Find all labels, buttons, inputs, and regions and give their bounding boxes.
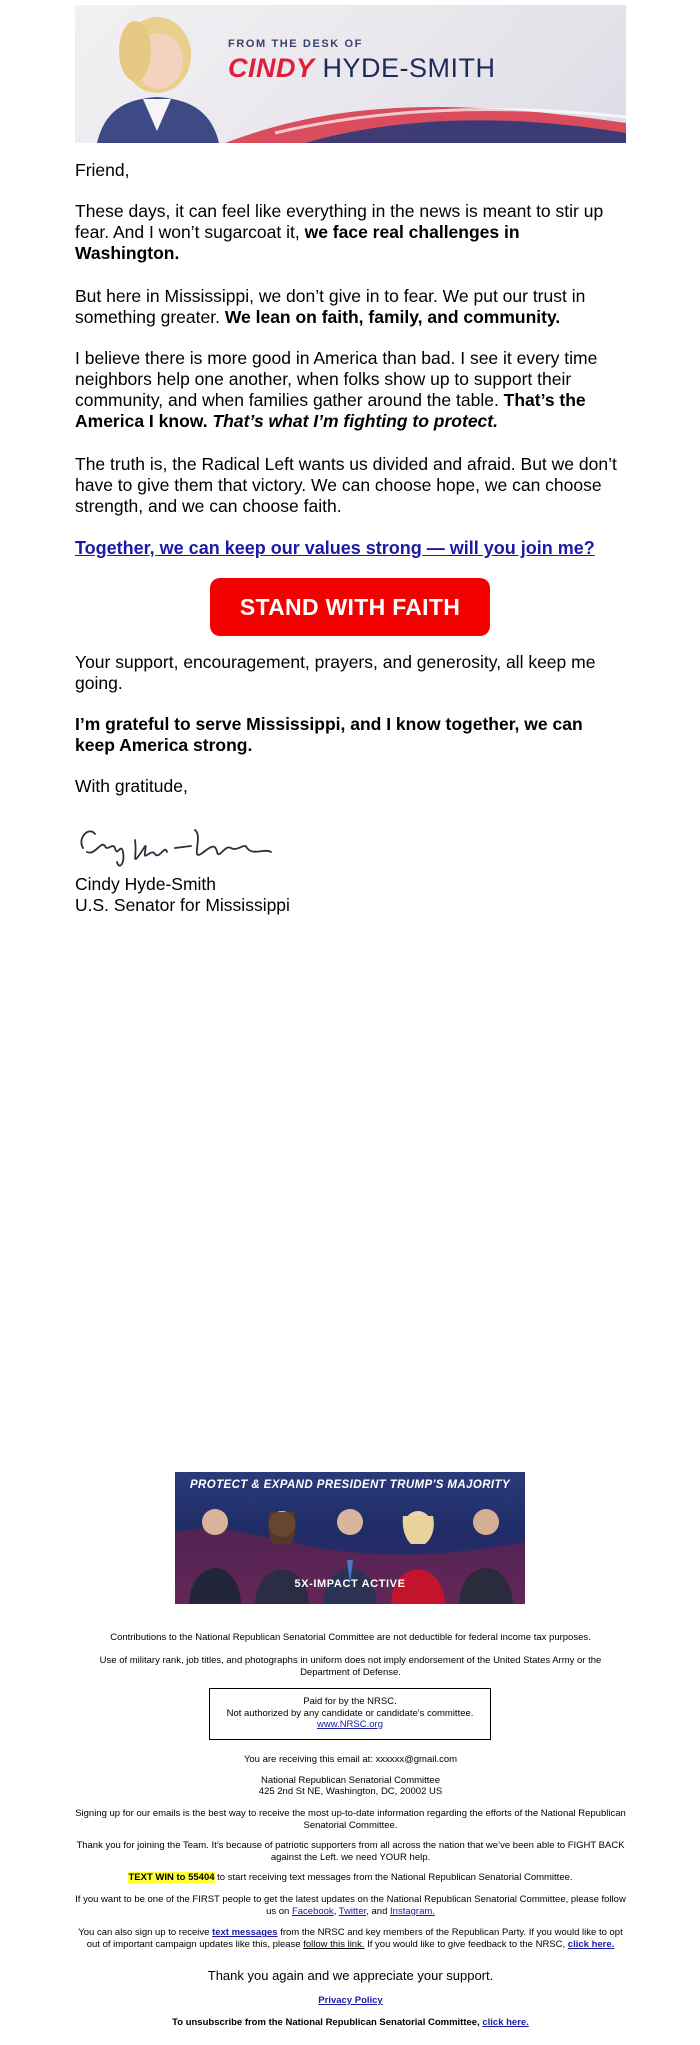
follow-us-line: If you want to be one of the FIRST people to get the latest updates on the National Republican Senatorial Committee, please follow us on Facebook, Twitter, and Instagram. [75,1894,626,1917]
sms-text-b: from the NRSC and key members of the Republican Party. If you would like to opt out of important campaign updates like this, please [86,1927,623,1950]
signer-name: Cindy Hyde-Smith [75,874,217,894]
paragraph-6 [75,714,626,756]
impact-badge: 5X-IMPACT ACTIVE [294,1578,406,1590]
greeting: Friend, [75,160,130,180]
join-me-link[interactable]: Together, we can keep our values strong — will you join me? [75,538,595,558]
paragraph-3-bold: That’s the America I know. [75,390,586,431]
sender-name-title [228,53,496,84]
text-win-highlight: TEXT WIN to 55404 [128,1872,215,1883]
facebook-link[interactable]: Facebook [291,1905,334,1917]
sms-text-c: If you would like to give feedback to the NRSC, [364,1938,568,1950]
thank-you-again: Thank you again and we appreciate your support. [207,1968,494,1983]
sms-text-a: You can also sign up to receive [78,1927,213,1938]
signup-info: Signing up for our emails is the best way to receive the most up-to-date information regarding the efforts of the National Republican Senatorial Committee. [75,1808,626,1831]
paragraph-6-bold: I’m grateful to serve Mississippi, and I know together, we can keep America strong. [75,714,583,755]
paid-for-line: Paid for by the NRSC. [303,1696,397,1707]
sender-last-name: HYDE-SMITH [322,53,496,83]
and-text: , and [366,1905,391,1917]
receiving-email-notice: You are receiving this email at: xxxxxx@gmail.com [243,1754,458,1765]
not-authorized-line: Not authorized by any candidate or candidate's committee. [226,1707,474,1719]
org-name: National Republican Senatorial Committee [260,1775,440,1786]
paragraph-4: The truth is, the Radical Left wants us divided and afraid. But we don’t have to give them that victory. We can choose hope, we can choose strength, and we can choose faith. [75,454,617,516]
promo-title: PROTECT & EXPAND PRESIDENT TRUMP'S MAJORITY [189,1479,511,1491]
paragraph-1 [75,201,626,264]
text-win-line [75,1872,626,1884]
stand-with-faith-button[interactable]: STAND WITH FAITH [210,578,490,636]
tax-disclaimer: Contributions to the National Republican Senatorial Committee are not deductible for federal income tax purposes. [110,1632,591,1643]
paid-for-box [209,1688,491,1740]
text-win-rest: to start receiving text messages from the National Republican Senatorial Committee. [214,1872,573,1883]
cta-link-paragraph [75,538,626,559]
military-disclaimer: Use of military rank, job titles, and photographs in uniform does not imply endorsement of the United States Army or the Department of Defense. [99,1655,602,1678]
paragraph-1-bold: we face real challenges in Washington. [75,222,520,263]
unsubscribe-line [75,2017,626,2029]
paragraph-3-text: I believe there is more good in America than bad. I see it every time neighbors help one another, when folks show up to support their community, and when families gather around the table. [75,348,598,410]
privacy-policy-line [75,1995,626,2007]
sms-optout-line [75,1927,626,1950]
paragraph-5: Your support, encouragement, prayers, and generosity, all keep me going. [75,652,596,693]
closing: With gratitude, [75,776,188,796]
thanks-team: Thank you for joining the Team. It’s because of patriotic supporters from all across the nation that we’ve been able to FIGHT BACK against the Left. we need YOUR help. [76,1840,625,1863]
privacy-policy-link[interactable]: Privacy Policy [318,1995,383,2006]
senator-portrait [87,11,227,143]
promo-banner[interactable] [175,1472,525,1604]
paragraph-3 [75,348,626,432]
opt-out-link[interactable]: follow this link. [303,1938,365,1950]
paragraph-2-bold: We lean on faith, family, and community. [224,307,561,327]
signer-title: U.S. Senator for Mississippi [75,895,290,915]
follow-us-text: If you want to be one of the FIRST people to get the latest updates on the National Republican Senatorial Committee, please follow us on [75,1894,626,1917]
unsubscribe-text: To unsubscribe from the National Republican Senatorial Committee, [172,2017,483,2028]
text-messages-link[interactable]: text messages [212,1927,278,1938]
instagram-link[interactable]: Instagram. [390,1905,435,1917]
unsubscribe-link[interactable]: click here. [482,2017,529,2028]
paragraph-2 [75,286,626,328]
handwritten-signature [75,818,275,873]
paragraph-1-text: These days, it can feel like everything in the news is meant to stir up fear. And I won’t sugarcoat it, [75,201,604,242]
twitter-link[interactable]: Twitter [338,1905,367,1917]
paragraph-3-bold-italic: That’s what I’m fighting to protect. [212,411,498,431]
org-address: 425 2nd St NE, Washington, DC, 20002 US [258,1786,443,1797]
from-desk-label: FROM THE DESK OF [228,38,363,50]
header-banner [75,5,626,143]
feedback-click-here-link[interactable]: click here. [567,1938,615,1950]
sender-first-name: CINDY [228,53,315,83]
nrsc-website-link[interactable]: www.NRSC.org [317,1719,383,1730]
paragraph-2-text: But here in Mississippi, we don’t give in to fear. We put our trust in something greater. [75,286,586,327]
